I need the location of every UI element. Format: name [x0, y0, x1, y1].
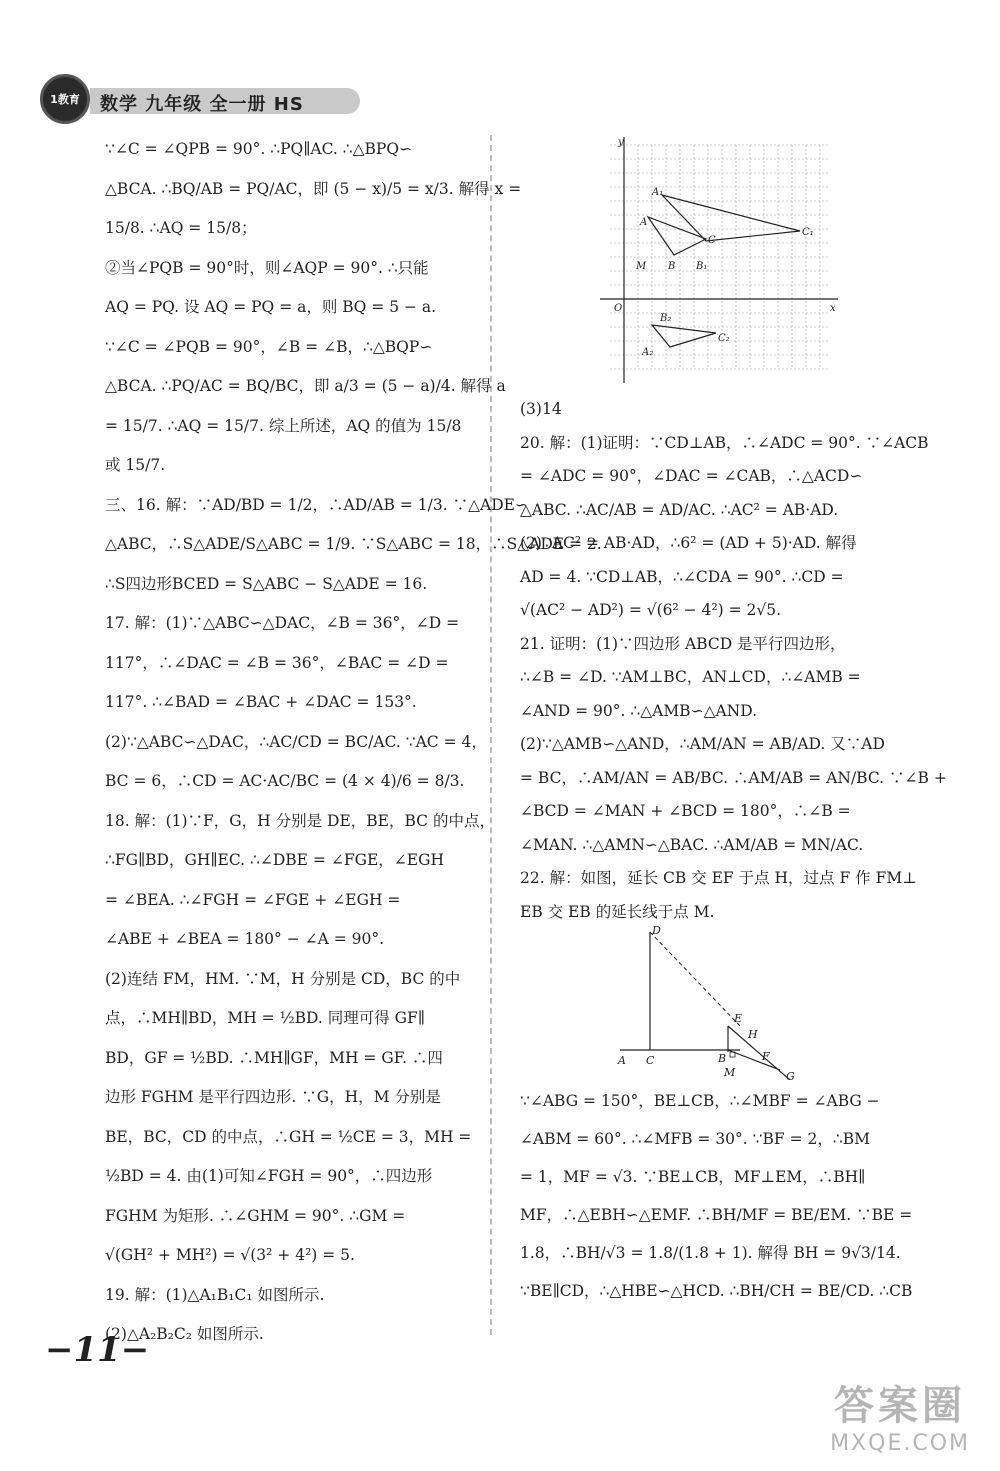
point-c1-label: C₁: [802, 227, 814, 238]
point-m-label: M: [636, 261, 647, 272]
fig22-g-label: G: [786, 1070, 795, 1080]
answer-line: ∴∠B = ∠D. ∵AM⊥BC，AN⊥CD，∴∠AMB =: [520, 668, 861, 686]
answer-line: FGHM 为矩形. ∴∠GHM = 90°. ∴GM =: [105, 1206, 406, 1225]
answer-line: ∴S四边形BCED = S△ABC − S△ADE = 16.: [105, 574, 428, 593]
origin-label: O: [614, 303, 623, 314]
fig22-h-label: H: [748, 1028, 758, 1041]
site-watermark: [830, 1374, 970, 1456]
fig22-a-label: A: [618, 1054, 626, 1067]
fig22-f-label: F: [762, 1050, 770, 1063]
triangle-abc: [648, 217, 706, 255]
answer-line: ∴FG∥BD，GH∥EC. ∴∠DBE = ∠FGE，∠EGH: [105, 851, 444, 869]
answer-line: (2)连结 FM，HM. ∵M，H 分别是 CD，BC 的中: [105, 969, 461, 988]
figure-q22: [600, 920, 830, 1080]
answer-line: (3)14: [520, 400, 562, 418]
answer-line: 21. 证明：(1)∵四边形 ABCD 是平行四边形，: [520, 634, 846, 653]
answer-line: = 15/7. ∴AQ = 15/7. 综上所述，AQ 的值为 15/8: [105, 416, 462, 435]
watermark-url: MXQE.COM: [830, 1431, 970, 1456]
answer-line: 1.8，∴BH/√3 = 1.8/(1.8 + 1). 解得 BH = 9√3/14.: [520, 1244, 901, 1262]
answer-line: (2)∵△AMB∽△AND，∴AM/AN = AB/AD. 又∵AD: [520, 735, 885, 753]
watermark-title: 答案圈: [834, 1383, 967, 1429]
fig22-d-label: D: [652, 924, 661, 937]
answer-line: ∵∠C = ∠PQB = 90°，∠B = ∠B，∴△BQP∽: [105, 337, 433, 356]
answer-line: 17. 解：(1)∵△ABC∽△DAC，∠B = 36°，∠D =: [105, 614, 460, 632]
triangle-a2b2c2: [652, 325, 716, 347]
answer-line: = ∠ADC = 90°，∠DAC = ∠CAB，∴△ACD∽: [520, 467, 863, 485]
right-column-top: [520, 393, 947, 929]
y-axis-label: y: [618, 137, 624, 148]
answer-line: ∵∠ABG = 150°，BE⊥CB，∴∠MBF = ∠ABG −: [520, 1092, 880, 1110]
answer-line: EB 交 EB 的延长线于点 M.: [520, 902, 715, 921]
publisher-logo: 1教育: [40, 74, 90, 124]
answer-line: ∠MAN. ∴△AMN∽△BAC. ∴AM/AB = MN/AC.: [520, 835, 864, 854]
answer-line: 19. 解：(1)△A₁B₁C₁ 如图所示.: [105, 1285, 325, 1304]
page-number: −11−: [45, 1330, 150, 1370]
answer-line: AD = 4. ∵CD⊥AB，∴∠CDA = 90°. ∴CD =: [520, 567, 844, 586]
answer-line: MF，∴△EBH∽△EMF. ∴BH/MF = BE/EM. ∵BE =: [520, 1206, 913, 1224]
answer-line: △ABC，∴S△ADE/S△ABC = 1/9. ∵S△ABC = 18，∴S△ADE = 2.: [105, 535, 602, 553]
answer-line: 20. 解：(1)证明：∵CD⊥AB，∴∠ADC = 90°. ∵∠ACB: [520, 433, 929, 452]
answer-line: (2)△A₂B₂C₂ 如图所示.: [105, 1325, 264, 1343]
answer-line: = ∠BEA. ∴∠FGH = ∠FGE + ∠EGH =: [105, 890, 401, 909]
point-c-label: C: [708, 235, 716, 246]
answer-line: ∠ABE + ∠BEA = 180° − ∠A = 90°.: [105, 930, 385, 948]
answer-line: AQ = PQ. 设 AQ = PQ = a，则 BQ = 5 − a.: [105, 298, 437, 316]
answer-line: 117°，∴∠DAC = ∠B = 36°，∠BAC = ∠D =: [105, 653, 449, 672]
answer-line: 18. 解：(1)∵F，G，H 分别是 DE，BE，BC 的中点，: [105, 811, 495, 830]
column-divider: [490, 135, 492, 1335]
answer-line: ½BD = 4. 由(1)可知∠FGH = 90°，∴四边形: [105, 1167, 433, 1185]
answer-line: BD，GF = ½BD. ∴MH∥GF，MH = GF. ∴四: [105, 1048, 443, 1067]
point-c2-label: C₂: [718, 333, 730, 344]
page-header: [40, 72, 960, 132]
point-a-label: A: [640, 217, 648, 228]
point-b1-label: B₁: [696, 261, 708, 272]
answer-line: ∠ABM = 60°. ∴∠MFB = 30°. ∵BF = 2，∴BM: [520, 1130, 870, 1148]
answer-line: ②当∠PQB = 90°时，则∠AQP = 90°. ∴只能: [105, 258, 429, 277]
answer-line: = BC，∴AM/AN = AB/BC. ∴AM/AB = AN/BC. ∵∠B +: [520, 768, 947, 787]
coordinate-graph-q19: [600, 135, 840, 385]
answer-line: (2)∵△ABC∽△DAC，∴AC/CD = BC/AC. ∵AC = 4，: [105, 732, 487, 751]
x-axis-label: x: [830, 303, 836, 314]
answer-line: BC = 6，∴CD = AC·AC/BC = (4 × 4)/6 = 8/3.: [105, 772, 465, 790]
fig22-c-label: C: [646, 1054, 655, 1067]
fig22-e-label: E: [734, 1012, 743, 1025]
answer-line: 15/8. ∴AQ = 15/8；: [105, 219, 257, 237]
answer-line: 三、16. 解：∵AD/BD = 1/2，∴AD/AB = 1/3. ∵△ADE∽: [105, 495, 528, 514]
answer-line: (2)∵AC² = AB·AD，∴6² = (AD + 5)·AD. 解得: [520, 534, 857, 552]
answer-line: √(AC² − AD²) = √(6² − 4²) = 2√5.: [520, 601, 782, 619]
right-column-bottom: [520, 1082, 915, 1310]
answer-line: = 1，MF = √3. ∵BE⊥CB，MF⊥EM，∴BH∥: [520, 1168, 866, 1186]
answer-line: △BCA. ∴BQ/AB = PQ/AC，即 (5 − x)/5 = x/3. 解得 x =: [105, 179, 522, 198]
answer-line: △BCA. ∴PQ/AC = BQ/BC，即 a/3 = (5 − a)/4. 解得 a: [105, 377, 506, 395]
answer-line: 点，∴MH∥BD，MH = ½BD. 同理可得 GF∥: [105, 1009, 425, 1027]
answer-line: ∠AND = 90°. ∴△AMB∽△AND.: [520, 701, 758, 720]
answer-line: 边形 FGHM 是平行四边形. ∵G，H，M 分别是: [105, 1088, 441, 1106]
triangle-a1b1c1: [662, 195, 800, 241]
point-b2-label: B₂: [660, 313, 672, 324]
answer-line: ∵BE∥CD，∴△HBE∽△HCD. ∴BH/CH = BE/CD. ∴CB: [520, 1282, 913, 1300]
answer-line: ∵∠C = ∠QPB = 90°. ∴PQ∥AC. ∴△BPQ∽: [105, 140, 413, 158]
answer-line: 22. 解：如图，延长 CB 交 EF 于点 H，过点 F 作 FM⊥: [520, 869, 917, 887]
answer-line: △ABC. ∴AC/AB = AD/AC. ∴AC² = AB·AD.: [520, 500, 839, 519]
answer-line: BE，BC，CD 的中点，∴GH = ½CE = 3，MH =: [105, 1127, 472, 1146]
answer-line: √(GH² + MH²) = √(3² + 4²) = 5.: [105, 1246, 355, 1264]
point-a1-label: A₁: [652, 187, 664, 198]
fig22-m-label: M: [724, 1066, 736, 1079]
point-a2-label: A₂: [642, 347, 654, 358]
book-title: 数学 九年级 全一册 HS: [100, 94, 304, 115]
point-b-label: B: [668, 261, 676, 272]
answer-line: 或 15/7.: [105, 456, 166, 474]
answer-line: ∠BCD = ∠MAN + ∠BCD = 180°，∴∠B =: [520, 802, 851, 820]
fig22-b-label: B: [718, 1052, 727, 1065]
answer-line: 117°. ∴∠BAD = ∠BAC + ∠DAC = 153°.: [105, 693, 417, 711]
